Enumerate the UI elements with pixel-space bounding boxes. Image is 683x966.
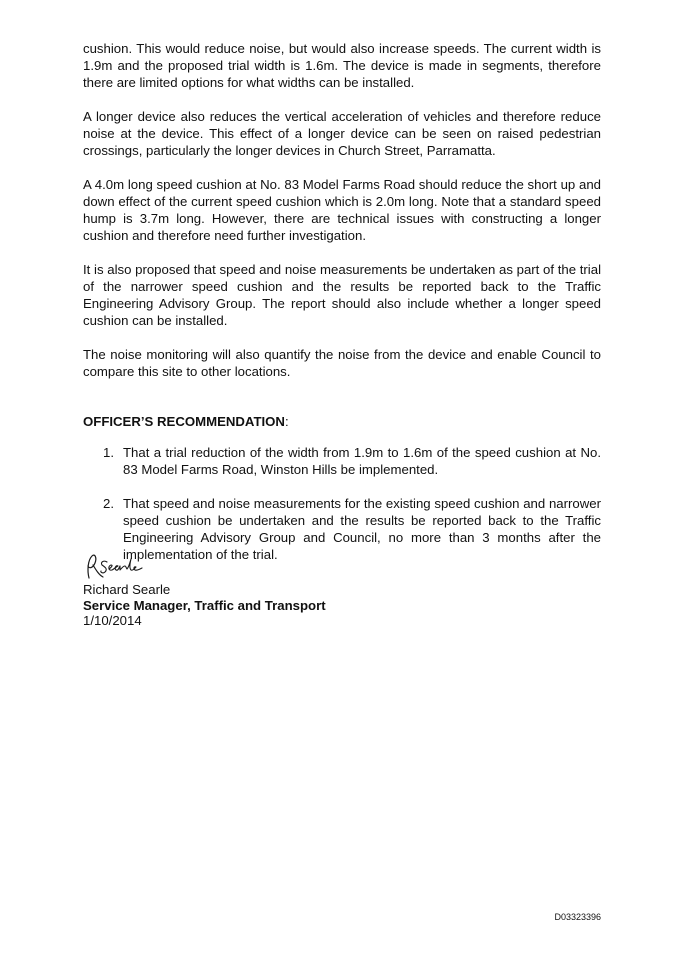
paragraph-noise-monitoring: The noise monitoring will also quantify the noise from the device and enable Council to compare this site to other locations. xyxy=(83,347,601,379)
paragraph-cushion-width: cushion. This would reduce noise, but would also increase speeds. The current width is 1.9m and the proposed trial width is 1.6m. The device is made in segments, therefore there are limited options for what widths can be installed. xyxy=(83,41,601,90)
recommendation-item xyxy=(83,444,601,478)
signoff-date: 1/10/2014 xyxy=(83,613,142,628)
document-reference: D03323396 xyxy=(554,912,601,922)
signatory-name: Richard Searle xyxy=(83,582,171,597)
paragraph-measurements: It is also proposed that speed and noise measurements be undertaken as part of the trial of the narrower speed cushion and the results be reported back to the Traffic Engineering Advisory Group. The report should also include whether a longer speed cushion can be installed. xyxy=(83,262,601,328)
handwritten-signature xyxy=(83,550,163,582)
recommendation-heading xyxy=(83,413,601,430)
signatory-title: Service Manager, Traffic and Transport xyxy=(83,597,326,613)
paragraph-longer-device: A longer device also reduces the vertical acceleration of vehicles and therefore reduce noise at the device. This effect of a longer device can be seen on raised pedestrian crossings, particularly the longer devices in Church Street, Parramatta. xyxy=(83,109,601,158)
recommendation-list xyxy=(83,444,601,563)
document-body xyxy=(83,40,601,580)
paragraph-model-farms-road: A 4.0m long speed cushion at No. 83 Model Farms Road should reduce the short up and down effect of the current speed cushion which is 2.0m long. Note that a standard speed hump is 3.7m long. However, there are technical issues with constructing a longer cushion and therefore need further investigation. xyxy=(83,177,601,243)
recommendation-number: 1. xyxy=(103,445,114,460)
signoff-block xyxy=(83,582,326,629)
recommendation-heading-text: OFFICER’S RECOMMENDATION xyxy=(83,414,285,429)
recommendation-text: That speed and noise measurements for the existing speed cushion and narrower speed cushion be undertaken and the results be reported back to the Traffic Engineering Advisory Group and Council, no more than 3 months after the implementation of the trial. xyxy=(123,496,601,562)
recommendation-heading-colon: : xyxy=(284,414,289,429)
recommendation-text: That a trial reduction of the width from 1.9m to 1.6m of the speed cushion at No. 83 Model Farms Road, Winston Hills be implemented. xyxy=(123,445,601,477)
recommendation-number: 2. xyxy=(103,496,114,511)
